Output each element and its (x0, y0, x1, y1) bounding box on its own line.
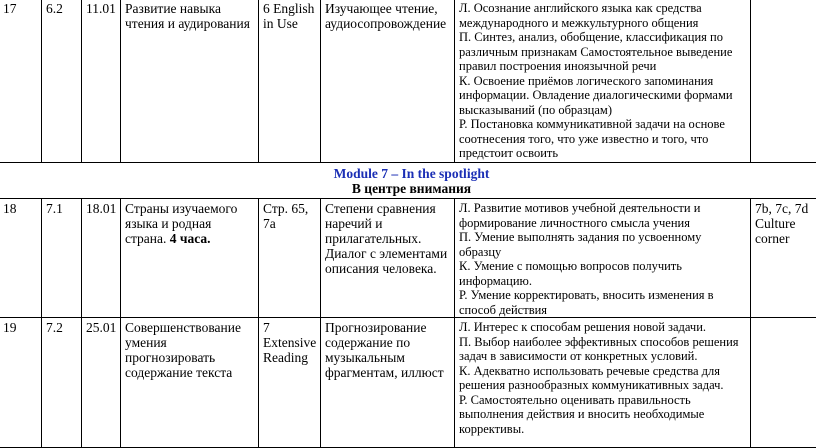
extra-material (751, 0, 816, 163)
extra-material (751, 318, 816, 448)
outcome-communicative: К. Адекватно использовать речевые средства для решения разнообразных коммуникативных задач. (459, 364, 746, 393)
lesson-topic (121, 318, 259, 448)
lesson-topic (121, 199, 259, 318)
lesson-topic-text: Страны изучаемого языка и родная страна. (125, 201, 237, 246)
outcome-cognitive: П. Умение выполнять задания по усвоенному образцу (459, 230, 746, 259)
lesson-material: Стр. 65, 7a (259, 199, 321, 318)
row-number: 17 (0, 0, 42, 163)
row-number: 18 (0, 199, 42, 318)
lesson-number: 7.1 (42, 199, 82, 318)
module-title: Module 7 – In the spotlight (0, 166, 816, 181)
lesson-hours: 4 часа. (170, 231, 211, 246)
row-number: 19 (0, 318, 42, 448)
lesson-topic: Развитие навыка чтения и аудирования (121, 0, 259, 163)
outcome-regulatory: Р. Постановка коммуникативной задачи на основе соотнесения того, что уже известно и того, что предстоит освоить (459, 117, 746, 161)
lesson-topic-text: Совершенствование умения прогнозировать содержание текста (125, 320, 241, 380)
module-header (0, 163, 816, 199)
lesson-activity: Степени сравнения наречий и прилагательных. Диалог с элементами описания человека. (321, 199, 455, 318)
lesson-number: 7.2 (42, 318, 82, 448)
outcome-regulatory: Р. Самостоятельно оценивать правильность выполнения действия и вносить необходимые коррективы. (459, 393, 746, 437)
table-row (0, 199, 816, 318)
lesson-number: 6.2 (42, 0, 82, 163)
lesson-activity: Прогнозирование содержание по музыкальным фрагментам, иллюст (321, 318, 455, 448)
outcome-communicative: К. Освоение приёмов логического запоминания информации. Овладение диалогическими формами высказываний (по образцам) (459, 74, 746, 118)
learning-outcomes (455, 0, 751, 163)
lesson-material: 6 English in Use (259, 0, 321, 163)
learning-outcomes (455, 318, 751, 448)
learning-outcomes (455, 199, 751, 318)
lesson-date: 25.01 (82, 318, 121, 448)
extra-material: 7b, 7c, 7d Culture corner (751, 199, 816, 318)
outcome-personal: Л. Осознание английского языка как средства международного и межкультурного общения (459, 1, 746, 30)
lesson-date: 11.01 (82, 0, 121, 163)
lesson-activity: Изучающее чтение, аудиосопровождение (321, 0, 455, 163)
outcome-communicative: К. Умение с помощью вопросов получить информацию. (459, 259, 746, 288)
lesson-date: 18.01 (82, 199, 121, 318)
module-header-row (0, 163, 816, 199)
outcome-personal: Л. Интерес к способам решения новой задачи. (459, 320, 746, 335)
outcome-regulatory: Р. Умение корректировать, вносить изменения в способ действия (459, 288, 746, 317)
table-row (0, 0, 816, 163)
table-row (0, 318, 816, 448)
module-subtitle: В центре внимания (0, 181, 816, 196)
outcome-cognitive: П. Выбор наиболее эффективных способов решения задач в зависимости от конкретных условий. (459, 335, 746, 364)
lesson-material: 7 Extensive Reading (259, 318, 321, 448)
outcome-personal: Л. Развитие мотивов учебной деятельности и формирование личностного смысла учения (459, 201, 746, 230)
outcome-cognitive: П. Синтез, анализ, обобщение, классификация по различным признакам Самостоятельное выведение правил построения иноязычной речи (459, 30, 746, 74)
